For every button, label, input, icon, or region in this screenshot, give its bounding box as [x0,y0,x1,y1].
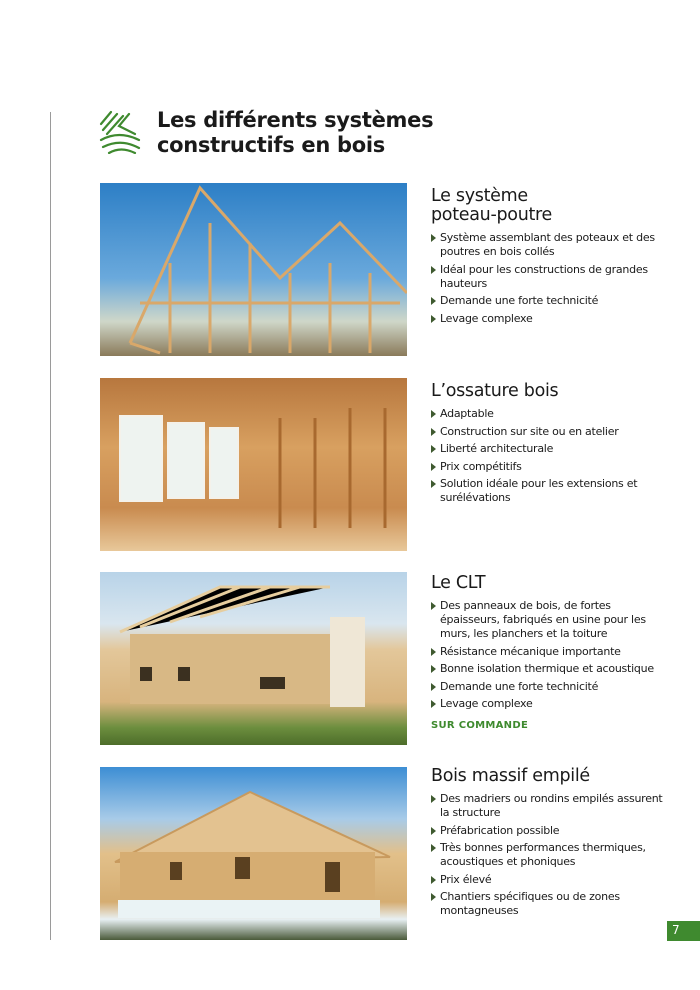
list-item: Prix élevé [431,873,671,887]
list-item: Bonne isolation thermique et acoustique [431,662,671,676]
wood-grain-logo-icon [99,110,143,154]
section-heading: Le système poteau-poutre [431,186,553,225]
list-item: Demande une forte technicité [431,680,671,694]
list-item: Levage complexe [431,697,671,711]
list-item: Liberté architecturale [431,442,671,456]
on-order-tag: SUR COMMANDE [431,720,529,731]
section-stacked-wood [431,767,671,922]
list-item: Préfabrication possible [431,824,671,838]
page-number: 7 [667,921,700,941]
post-beam-frame-photo [100,183,407,356]
timber-frame-photo [100,378,407,551]
list-item: Résistance mécanique importante [431,645,671,659]
list-item: Chantiers spécifiques ou de zones montagneuses [431,890,671,918]
section-heading: L’ossature bois [431,381,559,401]
list-item: Des panneaux de bois, de fortes épaisseurs, fabriqués en usine pour les murs, les planchers et la toiture [431,599,671,641]
list-item: Système assemblant des poteaux et des poutres en bois collés [431,231,671,259]
list-item: Idéal pour les constructions de grandes hauteurs [431,263,671,291]
list-item: Prix compétitifs [431,460,671,474]
stacked-log-house-photo [100,767,407,940]
section-heading: Bois massif empilé [431,766,590,786]
list-item: Très bonnes performances thermiques, acoustiques et phoniques [431,841,671,869]
section-post-beam [431,187,671,329]
section-timber-frame [431,382,671,509]
list-item: Demande une forte technicité [431,294,671,308]
section-clt [431,574,671,731]
clt-house-photo [100,572,407,745]
page-title: Les différents systèmes constructifs en bois [157,108,434,157]
list-item: Adaptable [431,407,671,421]
list-item: Construction sur site ou en atelier [431,425,671,439]
margin-rule [50,112,51,940]
list-item: Levage complexe [431,312,671,326]
list-item: Des madriers ou rondins empilés assurent la structure [431,792,671,820]
list-item: Solution idéale pour les extensions et surélévations [431,477,671,505]
section-heading: Le CLT [431,573,486,593]
